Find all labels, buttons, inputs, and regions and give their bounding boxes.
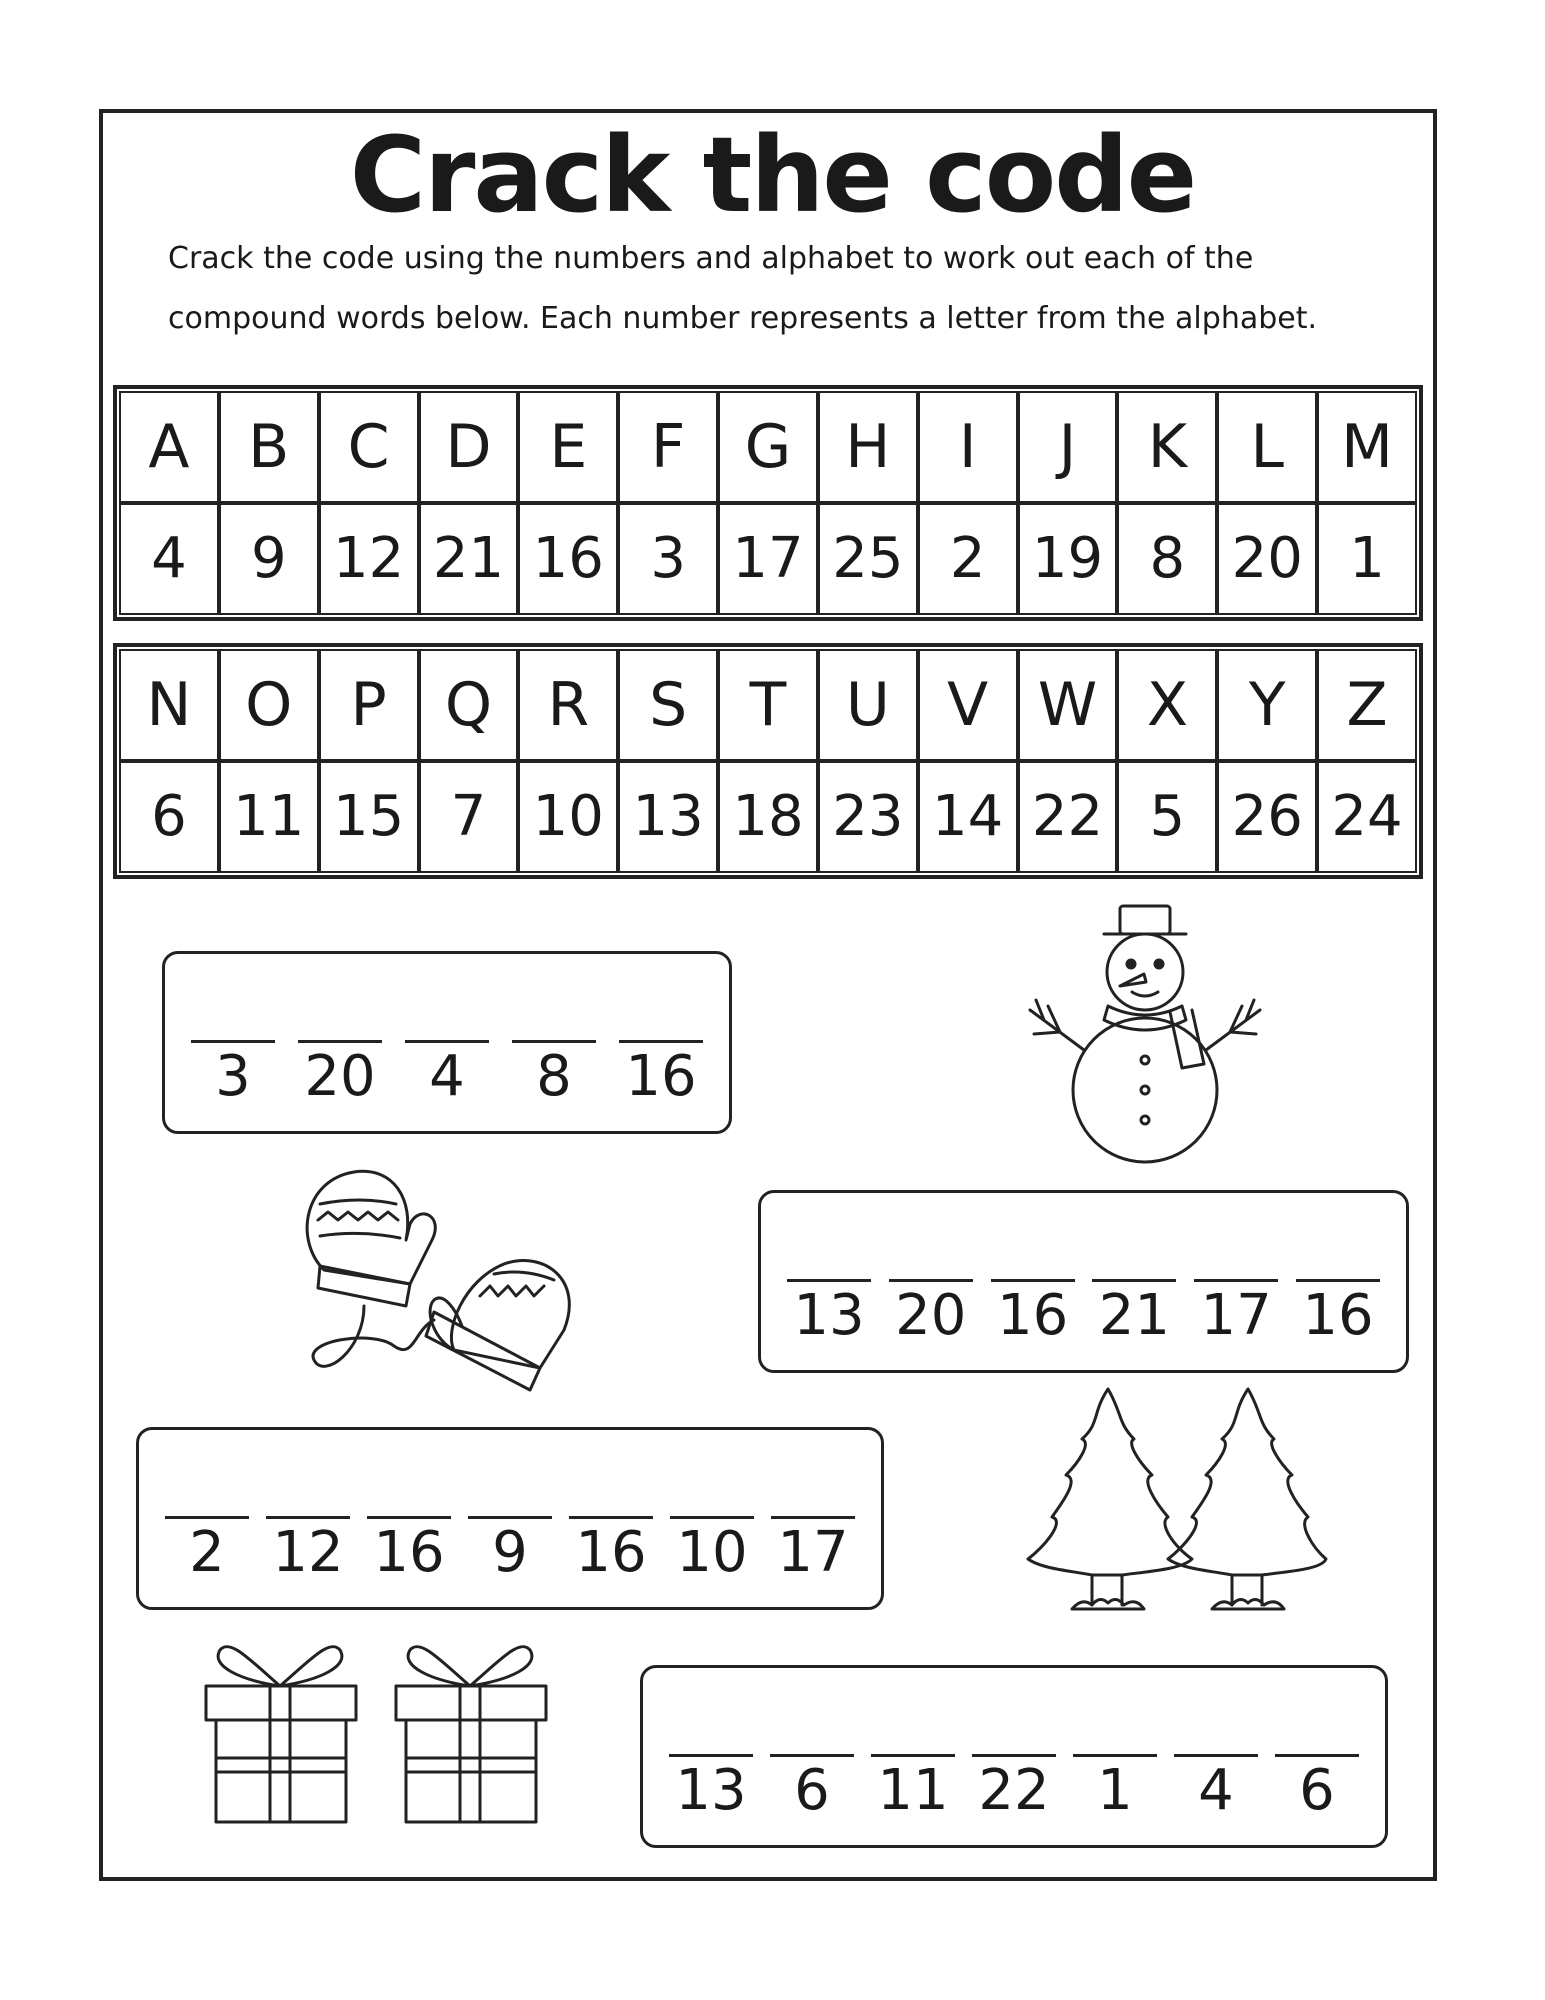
key-number: 1 <box>1317 503 1417 615</box>
answer-blank[interactable] <box>1073 1754 1157 1757</box>
letter-slot <box>871 1668 955 1845</box>
code-number: 2 <box>189 1520 225 1585</box>
key-letter: K <box>1117 391 1217 503</box>
key-number: 24 <box>1317 761 1417 873</box>
key-number: 22 <box>1018 761 1118 873</box>
key-number: 5 <box>1117 761 1217 873</box>
key-number: 4 <box>119 503 219 615</box>
letter-slot <box>770 1668 854 1845</box>
code-number: 4 <box>429 1044 465 1109</box>
key-letter: D <box>419 391 519 503</box>
code-number: 11 <box>877 1758 949 1823</box>
key-number: 10 <box>518 761 618 873</box>
key-number: 6 <box>119 761 219 873</box>
key-number: 16 <box>518 503 618 615</box>
code-number: 3 <box>215 1044 251 1109</box>
cipher-key-a-to-m <box>113 385 1423 621</box>
instruction-line-1: Crack the code using the numbers and alphabet to work out each of the <box>168 241 1254 276</box>
key-number: 25 <box>818 503 918 615</box>
key-letter: E <box>518 391 618 503</box>
answer-blank[interactable] <box>405 1040 489 1043</box>
letter-slot <box>991 1193 1075 1370</box>
letter-slot <box>569 1430 653 1607</box>
code-number: 16 <box>625 1044 697 1109</box>
puzzle-word-4 <box>640 1665 1388 1848</box>
letter-slot <box>1194 1193 1278 1370</box>
key-letter: X <box>1117 649 1217 761</box>
key-number: 21 <box>419 503 519 615</box>
instruction-line-2: compound words below. Each number represents a letter from the alphabet. <box>168 301 1318 336</box>
code-number: 16 <box>996 1283 1069 1348</box>
code-number: 16 <box>575 1520 647 1585</box>
answer-blank[interactable] <box>468 1516 552 1519</box>
code-number: 1 <box>1097 1758 1133 1823</box>
puzzle-word-1 <box>162 951 732 1134</box>
answer-blank[interactable] <box>1275 1754 1359 1757</box>
code-number: 20 <box>304 1044 376 1109</box>
code-number: 13 <box>675 1758 747 1823</box>
code-number: 8 <box>536 1044 572 1109</box>
code-number: 6 <box>794 1758 830 1823</box>
code-number: 20 <box>895 1283 967 1348</box>
letter-slot <box>972 1668 1056 1845</box>
puzzle-word-2 <box>758 1190 1409 1373</box>
answer-blank[interactable] <box>889 1279 973 1282</box>
key-letter: J <box>1018 391 1118 503</box>
key-letter: C <box>319 391 419 503</box>
worksheet-title: Crack the code <box>349 114 1196 236</box>
key-number: 3 <box>618 503 718 615</box>
key-letter: Z <box>1317 649 1417 761</box>
key-letter: O <box>219 649 319 761</box>
letter-slot <box>619 954 703 1131</box>
key-number: 17 <box>718 503 818 615</box>
code-number: 10 <box>676 1520 748 1585</box>
key-number: 26 <box>1217 761 1317 873</box>
code-number: 6 <box>1299 1758 1335 1823</box>
key-letter: Q <box>419 649 519 761</box>
key-letter: U <box>818 649 918 761</box>
key-number: 13 <box>618 761 718 873</box>
key-letter: R <box>518 649 618 761</box>
answer-blank[interactable] <box>512 1040 596 1043</box>
cipher-key-n-to-z <box>113 643 1423 879</box>
letter-slot <box>367 1430 451 1607</box>
key-letter: F <box>618 391 718 503</box>
key-letter: S <box>618 649 718 761</box>
answer-blank[interactable] <box>972 1754 1056 1757</box>
letter-slot <box>787 1193 871 1370</box>
letter-slot <box>670 1430 754 1607</box>
key-number: 12 <box>319 503 419 615</box>
key-letter: W <box>1018 649 1118 761</box>
letter-slot <box>512 954 596 1131</box>
code-number: 13 <box>793 1283 865 1348</box>
answer-blank[interactable] <box>871 1754 955 1757</box>
key-number: 20 <box>1217 503 1317 615</box>
answer-blank[interactable] <box>569 1516 653 1519</box>
gift-boxes-icon <box>200 1630 570 1830</box>
snowman-icon <box>1020 900 1270 1170</box>
letter-slot <box>771 1430 855 1607</box>
code-number: 16 <box>1302 1283 1374 1348</box>
letter-slot <box>405 954 489 1131</box>
answer-blank[interactable] <box>669 1754 753 1757</box>
letter-slot <box>1073 1668 1157 1845</box>
key-number: 18 <box>718 761 818 873</box>
key-number: 7 <box>419 761 519 873</box>
key-letter: N <box>119 649 219 761</box>
key-letter: T <box>718 649 818 761</box>
answer-blank[interactable] <box>1174 1754 1258 1757</box>
answer-blank[interactable] <box>1296 1279 1380 1282</box>
key-letter: B <box>219 391 319 503</box>
letter-slot <box>165 1430 249 1607</box>
code-number: 17 <box>1200 1283 1272 1348</box>
key-number: 9 <box>219 503 319 615</box>
key-number: 19 <box>1018 503 1118 615</box>
letter-slot <box>1296 1193 1380 1370</box>
code-number: 9 <box>492 1520 528 1585</box>
answer-blank[interactable] <box>367 1516 451 1519</box>
letter-slot <box>669 1668 753 1845</box>
letter-slot <box>1174 1668 1258 1845</box>
letter-slot <box>266 1430 350 1607</box>
answer-blank[interactable] <box>991 1279 1075 1282</box>
code-number: 17 <box>777 1520 849 1585</box>
key-letter: M <box>1317 391 1417 503</box>
mittens-icon <box>284 1160 584 1395</box>
letter-slot <box>298 954 382 1131</box>
letter-slot <box>468 1430 552 1607</box>
code-number: 21 <box>1098 1283 1171 1348</box>
answer-blank[interactable] <box>266 1516 350 1519</box>
key-letter: P <box>319 649 419 761</box>
key-number: 8 <box>1117 503 1217 615</box>
code-number: 4 <box>1198 1758 1234 1823</box>
letter-slot <box>191 954 275 1131</box>
code-number: 16 <box>373 1520 445 1585</box>
key-letter: I <box>918 391 1018 503</box>
key-number: 2 <box>918 503 1018 615</box>
key-number: 11 <box>219 761 319 873</box>
answer-blank[interactable] <box>787 1279 871 1282</box>
answer-blank[interactable] <box>619 1040 703 1043</box>
key-number: 15 <box>319 761 419 873</box>
answer-blank[interactable] <box>191 1040 275 1043</box>
key-number: 14 <box>918 761 1018 873</box>
key-letter: H <box>818 391 918 503</box>
answer-blank[interactable] <box>165 1516 249 1519</box>
pine-trees-icon <box>1022 1383 1330 1633</box>
answer-blank[interactable] <box>770 1754 854 1757</box>
answer-blank[interactable] <box>298 1040 382 1043</box>
key-letter: Y <box>1217 649 1317 761</box>
key-letter: L <box>1217 391 1317 503</box>
key-letter: V <box>918 649 1018 761</box>
letter-slot <box>1275 1668 1359 1845</box>
code-number: 22 <box>978 1758 1050 1823</box>
key-number: 23 <box>818 761 918 873</box>
letter-slot <box>889 1193 973 1370</box>
letter-slot <box>1092 1193 1176 1370</box>
key-letter: A <box>119 391 219 503</box>
code-number: 12 <box>272 1520 344 1585</box>
key-letter: G <box>718 391 818 503</box>
answer-blank[interactable] <box>1092 1279 1176 1282</box>
puzzle-word-3 <box>136 1427 884 1610</box>
answer-blank[interactable] <box>670 1516 754 1519</box>
answer-blank[interactable] <box>1194 1279 1278 1282</box>
answer-blank[interactable] <box>771 1516 855 1519</box>
